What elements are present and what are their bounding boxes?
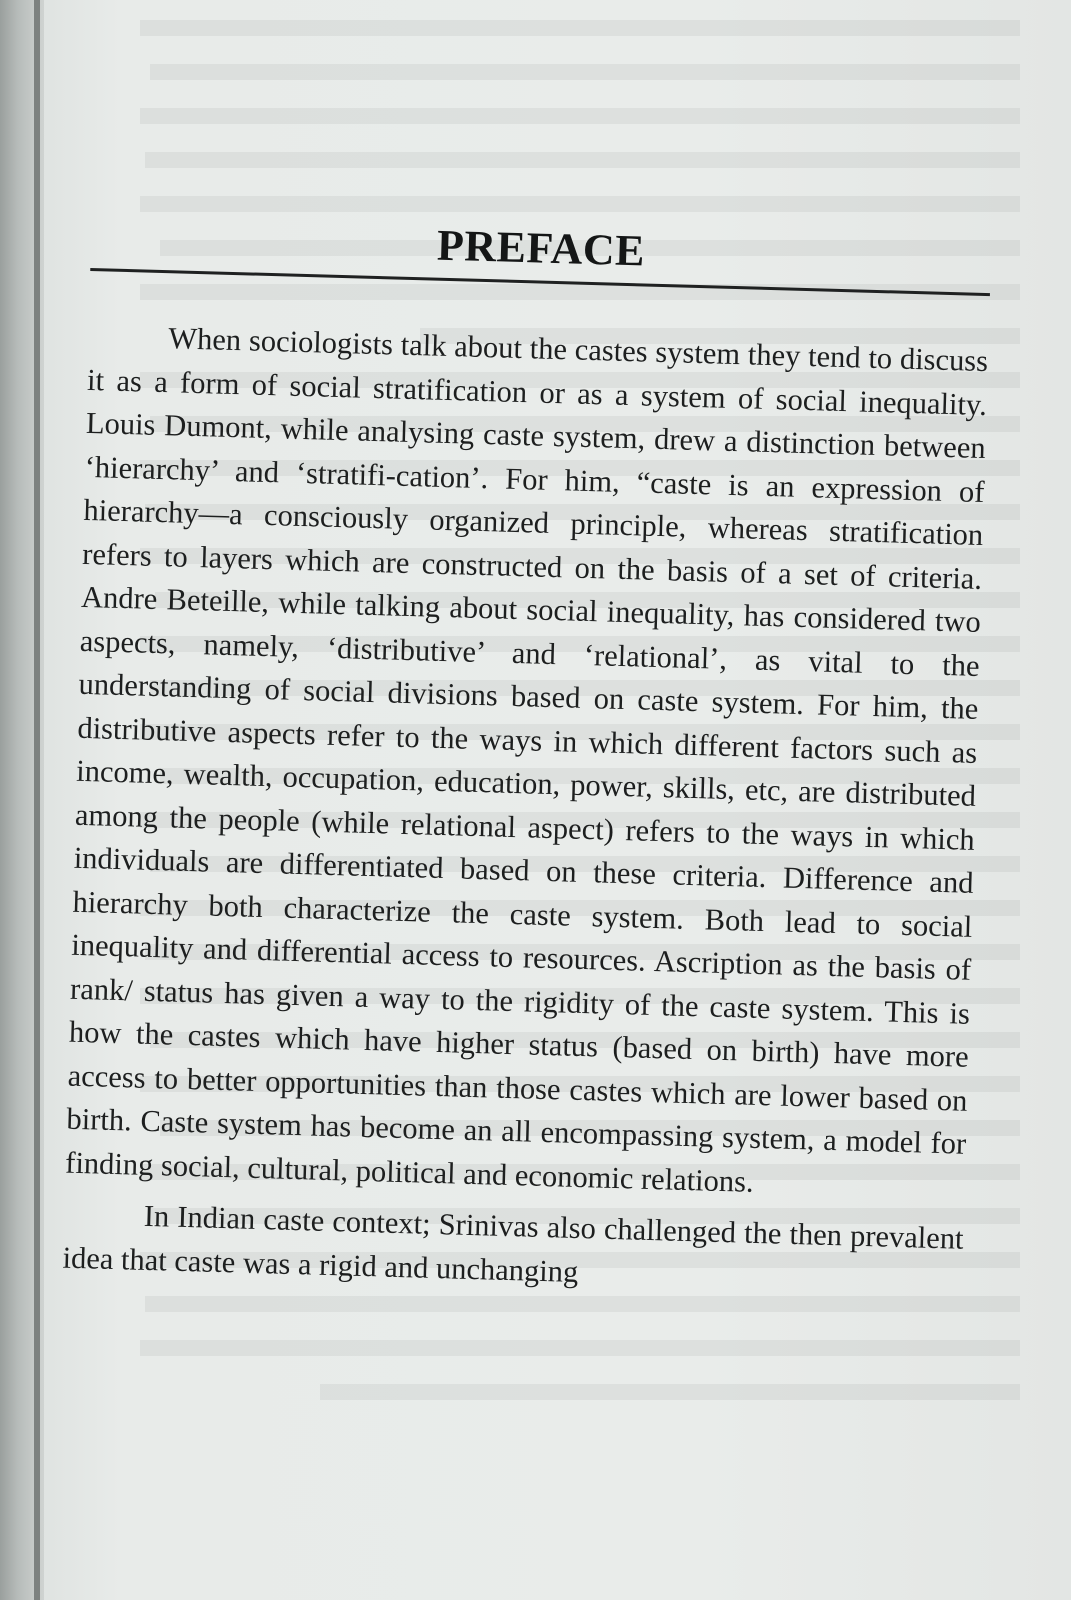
book-gutter-line: [34, 0, 40, 1600]
page-title: PREFACE: [436, 220, 646, 276]
preface-section: [62, 208, 992, 1313]
paragraph-1: When sociologists talk about the castes system they tend to discuss it as a form of social stratification or as a system of social inequality. Louis Dumont, while analysing caste system, drew a distinction between ‘hierarchy’ and ‘stratifi-cation’. For him, “caste is an expression of hierarchy—a consciously organized principle, whereas stratification refers to layers which are constructed on the basis of a set of criteria. Andre Beteille, while talking about social inequality, has considered two aspects, namely, ‘distributive’ and ‘relational’, as vital to the understanding of social divisions based on caste system. For him, the distributive aspects refer to the ways in which different factors such as income, wealth, occupation, education, power, skills, etc, are distributed among the people (while relational aspect) refers to the ways in which individuals are differentiated based on these criteria. Difference and hierarchy both characterize the caste system. Both lead to social inequality and differential access to resources. Ascription as the basis of rank/ status has given a way to the rigidity of the caste system. This is how the castes which have higher status (based on birth) have more access to better opportunities than those castes which are lower based on birth. Caste system has become an all encompassing system, a model for finding social, cultural, political and economic relations.: [64, 321, 989, 1199]
paragraph-2: In Indian caste context; Srinivas also challenged the then prevalent idea that caste was a rigid and unchanging: [62, 1198, 965, 1289]
